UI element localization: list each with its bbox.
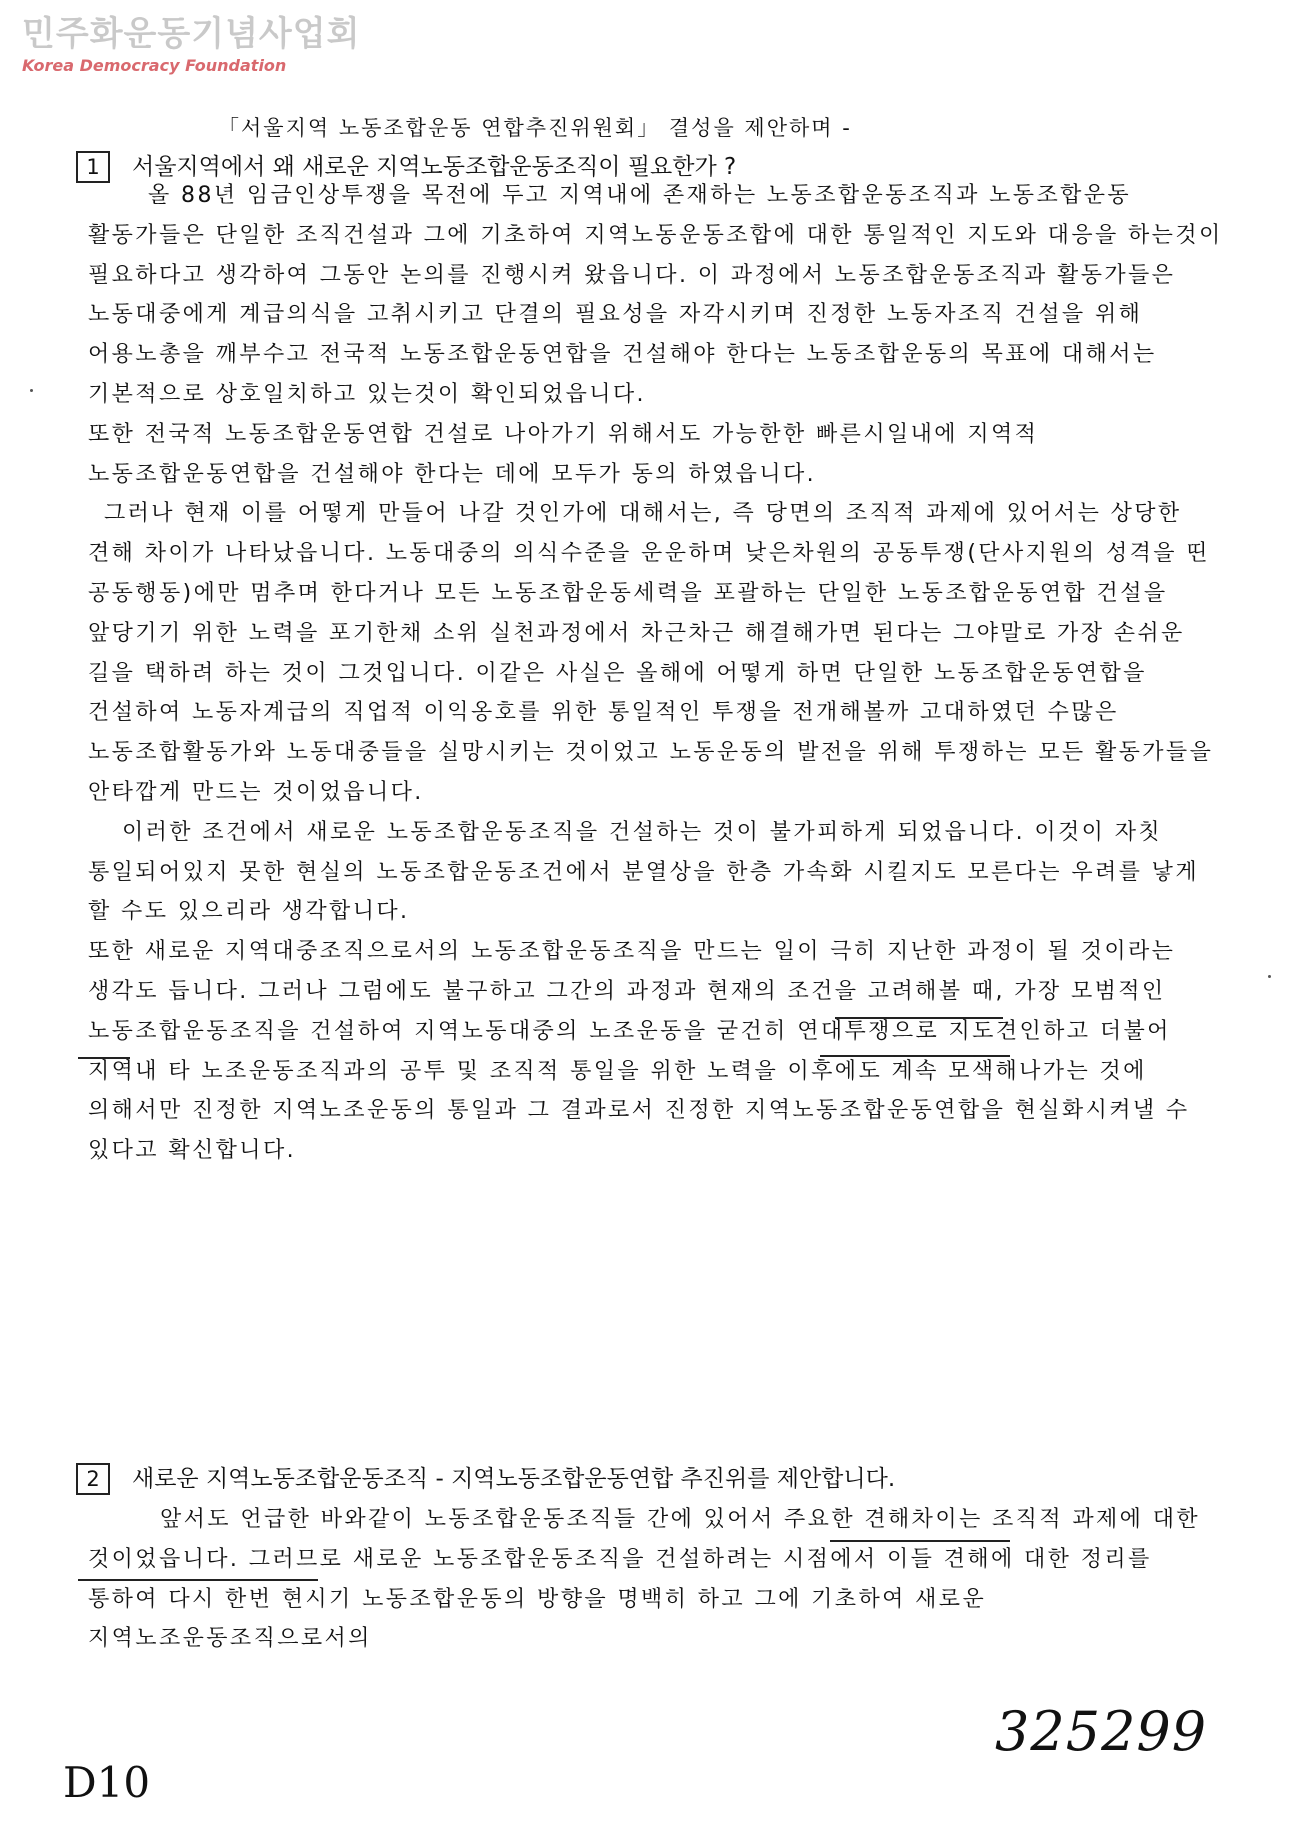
underline-mark	[835, 1017, 1003, 1019]
paragraph: 또한 전국적 노동조합운동연합 건설로 나아가기 위해서도 가능한한 빠른시일내에 지역적 노동조합운동연합을 건설해야 한다는 데에 모두가 동의 하였읍니다.	[88, 421, 1039, 487]
underline-mark	[820, 1055, 1010, 1057]
section-2-heading: 새로운 지역노동조합운동조직 - 지역노동조합운동연합 추진위를 제안합니다.	[132, 1466, 896, 1492]
paragraph: 그러나 현재 이를 어떻게 만들어 나갈 것인가에 대해서는, 즉 당면의 조직적 과제에 있어서는 상당한 견해 차이가 나타났읍니다. 노동대중의 의식수준을 운운하며 낮은차원의 공동투쟁(단사지원의 성격을 띤 공동행동)에만 멈추며 한다거나 모든 노동조합운동세력을 포괄하는 단일한 노동조합운동연합 건설을 앞당기기 위한 노력을 포기한채 소위 실천과정에서 차근차근 해결해가면 된다는 그야말로 가장 손쉬운 길을 택하려 하는 것이 그것입니다. 이같은 사실은 올해에 어떻게 하면 단일한 노동조합운동연합을 건설하여 노동자계급의 직업적 이익옹호를 위한 통일적인 투쟁을 전개해볼까 고대하였던 수많은 노동조합활동가와 노동대중들을 실망시키는 것이었고 노동운동의 발전을 위해 투쟁하는 모든 활동가들을 안타깝게 만드는 것이었읍니다.	[88, 501, 1214, 805]
foundation-logo	[22, 14, 360, 76]
logo-korean-text: 민주화운동기념사업회	[22, 14, 361, 54]
paragraph: 이러한 조건에서 새로운 노동조합운동조직을 건설하는 것이 불가피하게 되었읍니다. 이것이 자칫 통일되어있지 못한 현실의 노동조합운동조건에서 분열상을 한층 가속화 시킬지도 모른다는 우려를 낳게 할 수도 있으리라 생각합니다.	[88, 819, 1199, 925]
section-1-body	[88, 176, 1223, 1171]
section-1-number-box: 1	[76, 151, 110, 183]
paragraph: 앞서도 언급한 바와같이 노동조합운동조직들 간에 있어서 주요한 견해차이는 조직적 과제에 대한 것이었읍니다. 그러므로 새로운 노동조합운동조직을 건설하려는 시점에서 이들 견해에 대한 정리를 통하여 다시 한번 현시기 노동조합운동의 방향을 명백히 하고 그에 기초하여 새로운 지역노조운동조직으로서의	[88, 1507, 1201, 1652]
section-1-heading: 서울지역에서 왜 새로운 지역노동조합운동조직이 필요한가 ?	[132, 154, 737, 180]
paragraph: 또한 새로운 지역대중조직으로서의 노동조합운동조직을 만드는 일이 극히 지난한 과정이 될 것이라는 생각도 듭니다. 그러나 그럼에도 불구하고 그간의 과정과 현재의 조건을 고려해볼 때, 가장 모범적인 노동조합운동조직을 건설하여 지역노동대중의 노조운동을 굳건히 연대투쟁으로 지도견인하고 더불어 지역내 타 노조운동조직과의 공투 및 조직적 통일을 위한 노력을 이후에도 계속 모색해나가는 것에 의해서만 진정한 지역노조운동의 통일과 그 결과로서 진정한 지역노동조합운동연합을 현실화시켜낼 수 있다고 확신합니다.	[88, 939, 1190, 1164]
logo-english-text: Korea Democracy Foundation	[22, 56, 287, 75]
handwritten-archive-number: 325299	[995, 1700, 1208, 1763]
underline-mark	[78, 1057, 130, 1059]
scan-speck	[1268, 975, 1271, 978]
section-2-body	[88, 1500, 1223, 1659]
handwritten-page-code: D10	[63, 1758, 151, 1807]
scan-speck	[30, 389, 33, 392]
document-title: 「서울지역 노동조합운동 연합추진위원회」 결성을 제안하며 -	[218, 116, 852, 140]
paragraph: 올 88년 임금인상투쟁을 목전에 두고 지역내에 존재하는 노동조합운동조직과 노동조합운동 활동가들은 단일한 조직건설과 그에 기초하여 지역노동운동조합에 대한 통일적인 지도와 대응을 하는것이 필요하다고 생각하여 그동안 논의를 진행시켜 왔읍니다. 이 과정에서 노동조합운동조직과 활동가들은 노동대중에게 계급의식을 고취시키고 단결의 필요성을 자각시키며 진정한 노동자조직 건설을 위해 어용노총을 깨부수고 전국적 노동조합운동연합을 건설해야 한다는 노동조합운동의 목표에 대해서는 기본적으로 상호일치하고 있는것이 확인되었읍니다.	[88, 183, 1223, 407]
section-2-heading-row	[76, 1460, 895, 1495]
section-2-number-box: 2	[76, 1463, 110, 1495]
